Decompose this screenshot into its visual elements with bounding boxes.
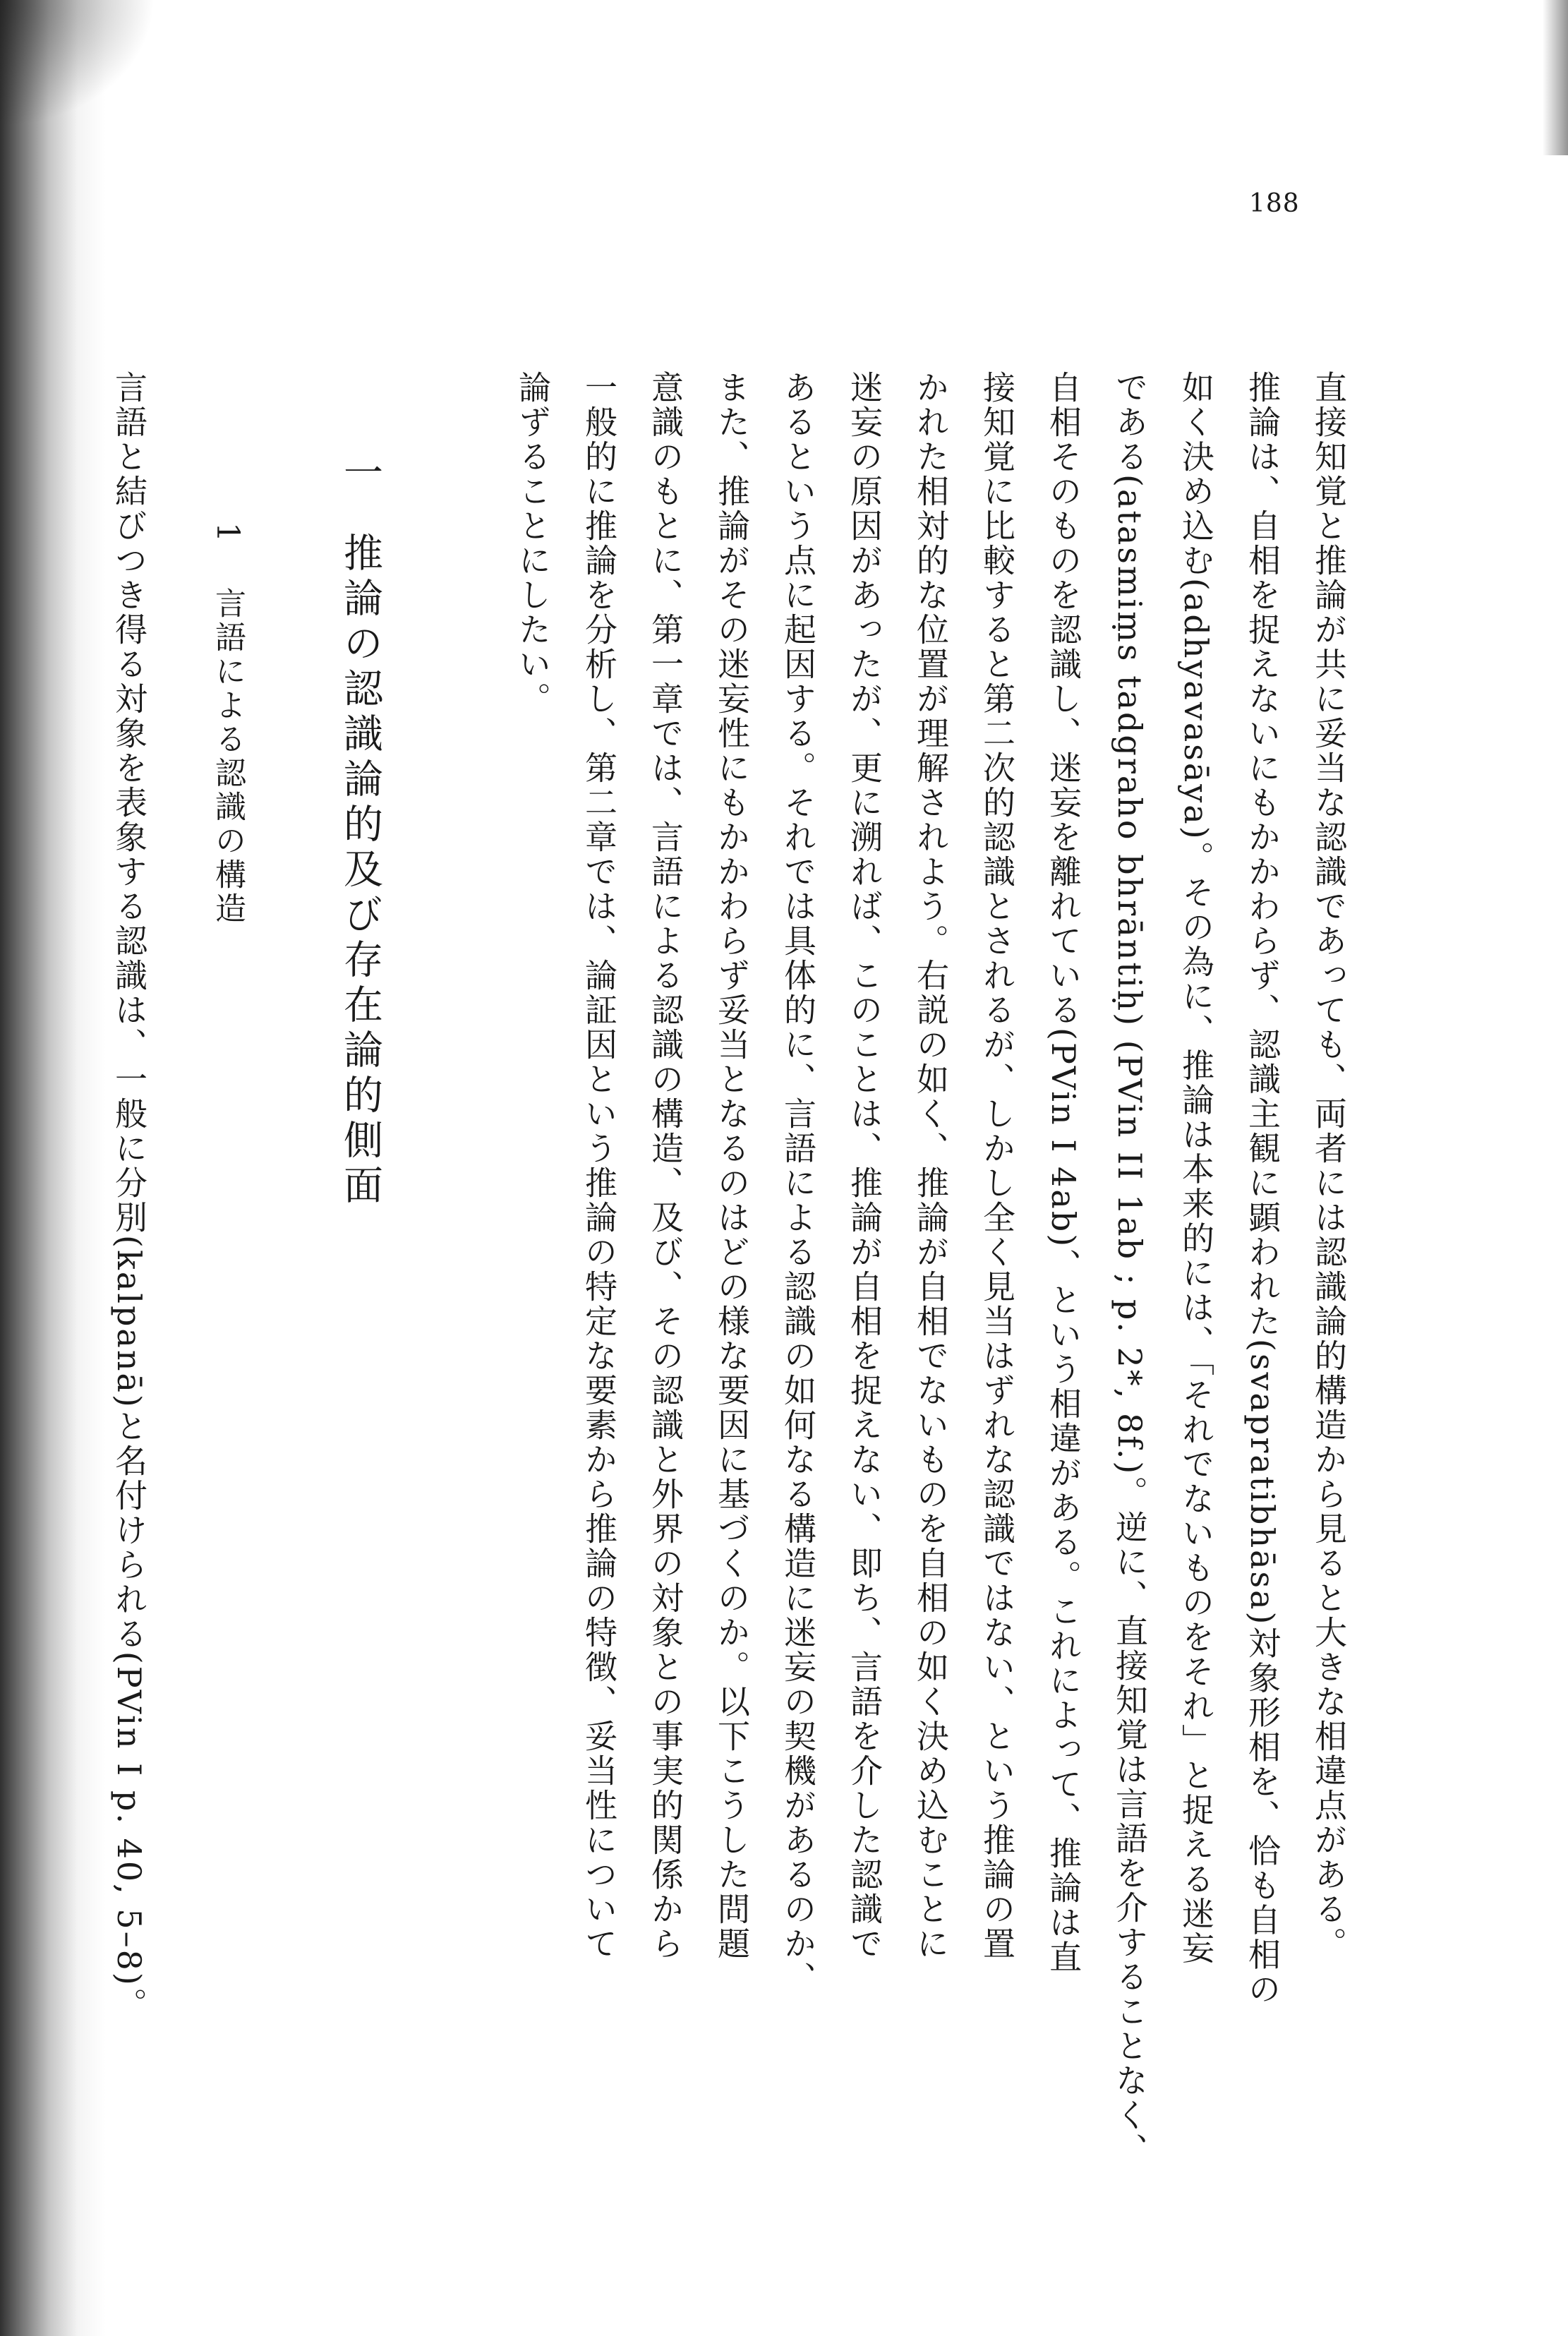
section-heading (205, 522, 250, 926)
body-line-4: である(atasmiṃs tadgraho bhrāntiḥ) (PVin II 1ab ; p. 2*, 8f.)。逆に、直接知覚は言語を介することなく、 (1111, 371, 1149, 2168)
body-line-6: 接知覚に比較すると第二次的認識とされるが、しかし全く見当はずれな認識ではない、という推論の置 (978, 371, 1016, 1961)
binding-shadow-corner (0, 0, 155, 127)
body-line-9: あるという点に起因する。それでは具体的に、言語による認識の如何なる構造に迷妄の契機があるのか、 (779, 371, 817, 1996)
chapter-heading (332, 452, 388, 1210)
binding-shadow (0, 0, 106, 2336)
page-number: 188 (1249, 189, 1300, 218)
chapter-number: 一 (337, 452, 383, 497)
body-line-3: 如く決め込む(adhyavasāya)。その為に、推論は本来的には、「それでないものをそれ」と捉える迷妄 (1177, 371, 1215, 1966)
body-line-11: 意識のもとに、第一章では、言語による認識の構造、及び、その認識と外界の対象との事実的関係から (646, 371, 685, 1961)
body-line-final: 言語と結びつき得る対象を表象する認識は、一般に分別(kalpanā)と名付けられる(PVin I p. 40, 5–8)。 (110, 371, 148, 2022)
body-line-10: また、推論がその迷妄性にもかかわらず妥当となるのはどの様な要因に基づくのか。以下こうした問題 (713, 371, 751, 1961)
section-title: 言語による認識の構造 (210, 587, 246, 926)
body-line-2: 推論は、自相を捉えないにもかかわらず、認識主観に顕われた(svapratibhāsa)対象形相を、恰も自相の (1243, 371, 1281, 2007)
section-number: 1 (210, 522, 246, 545)
body-line-7: かれた相対的な位置が理解されよう。右説の如く、推論が自相でないものを自相の如く決め込むことに (912, 371, 950, 1961)
scan-edge-mark (1543, 0, 1568, 155)
chapter-title: 推論の認識論的及び存在論的側面 (337, 532, 383, 1210)
body-line-13: 論ずることにしたい。 (514, 371, 552, 716)
body-line-1: 直接知覚と推論が共に妥当な認識であっても、両者には認識論的構造から見ると大きな相違点がある。 (1310, 371, 1348, 1961)
body-line-5: 自相そのものを認識し、迷妄を離れている(PVin I 4ab)、という相違がある。これによって、推論は直 (1044, 371, 1082, 1975)
body-line-12: 一般的に推論を分析し、第二章では、論証因という推論の特定な要素から推論の特徴、妥当性について (580, 371, 618, 1961)
body-line-8: 迷妄の原因があったが、更に溯れば、このことは、推論が自相を捉えない、即ち、言語を介した認識で (845, 371, 883, 1961)
